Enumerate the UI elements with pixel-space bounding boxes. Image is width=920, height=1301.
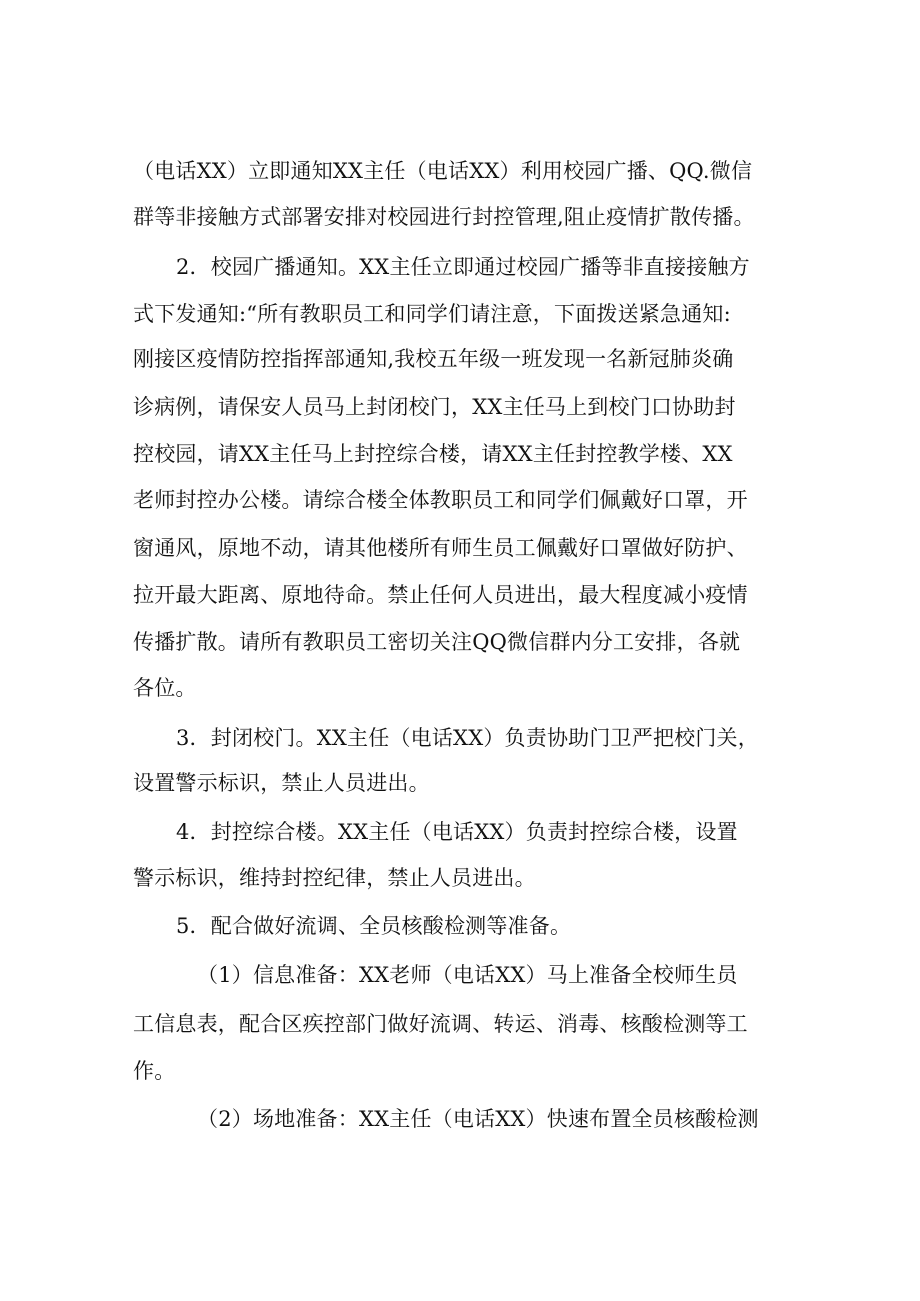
text-line: 3．封闭校门。XX主任（电话XX）负责协助门卫严把校门关， (176, 726, 759, 750)
text-line: 警示标识，维持封控纪律，禁止人员进出。 (133, 866, 536, 890)
text-line: 工信息表，配合区疾控部门做好流调、转运、消毒、核酸检测等工 (133, 1012, 748, 1036)
text-line: 老师封控办公楼。请综合楼全体教职员工和同学们佩戴好口罩，开 (133, 488, 748, 512)
text-line: 5．配合做好流调、全员核酸检测等准备。 (176, 914, 572, 938)
text-line: 控校园，请XX主任马上封控综合楼，请XX主任封控教学楼、XX (133, 442, 733, 466)
text-line: （电话XX）立即通知XX主任（电话XX）利用校园广播、QQ.微信 (133, 159, 753, 183)
text-line: 2．校园广播通知。XX主任立即通过校园广播等非直接接触方 (176, 255, 750, 279)
text-line: 设置警示标识，禁止人员进出。 (133, 771, 430, 795)
text-line: 传播扩散。请所有教职员工密切关注QQ微信群内分工安排，各就 (133, 630, 741, 654)
text-line: （2）场地准备：XX主任（电话XX）快速布置全员核酸检测 (197, 1107, 759, 1131)
text-line: 式下发通知:“所有教职员工和同学们请注意，下面拨送紧急通知: (133, 302, 731, 326)
text-line: 作。 (133, 1059, 176, 1083)
text-line: 各位。 (133, 676, 197, 700)
text-line: 刚接区疫情防控指挥部通知,我校五年级一班发现一名新冠肺炎确 (133, 347, 734, 371)
text-line: 4．封控综合楼。XX主任（电话XX）负责封控综合楼，设置 (176, 820, 738, 844)
text-line: 诊病例，请保安人员马上封闭校门，XX主任马上到校门口协助封 (133, 395, 736, 419)
text-line: 群等非接触方式部署安排对校园进行封控管理,阻止疫情扩散传播。 (133, 205, 755, 229)
text-line: （1）信息准备：XX老师（电话XX）马上准备全校师生员 (197, 963, 738, 987)
text-line: 窗通风，原地不动，请其他楼所有师生员工佩戴好口罩做好防护、 (133, 536, 748, 560)
text-line: 拉开最大距离、原地待命。禁止任何人员进出，最大程度减小疫情 (133, 583, 748, 607)
